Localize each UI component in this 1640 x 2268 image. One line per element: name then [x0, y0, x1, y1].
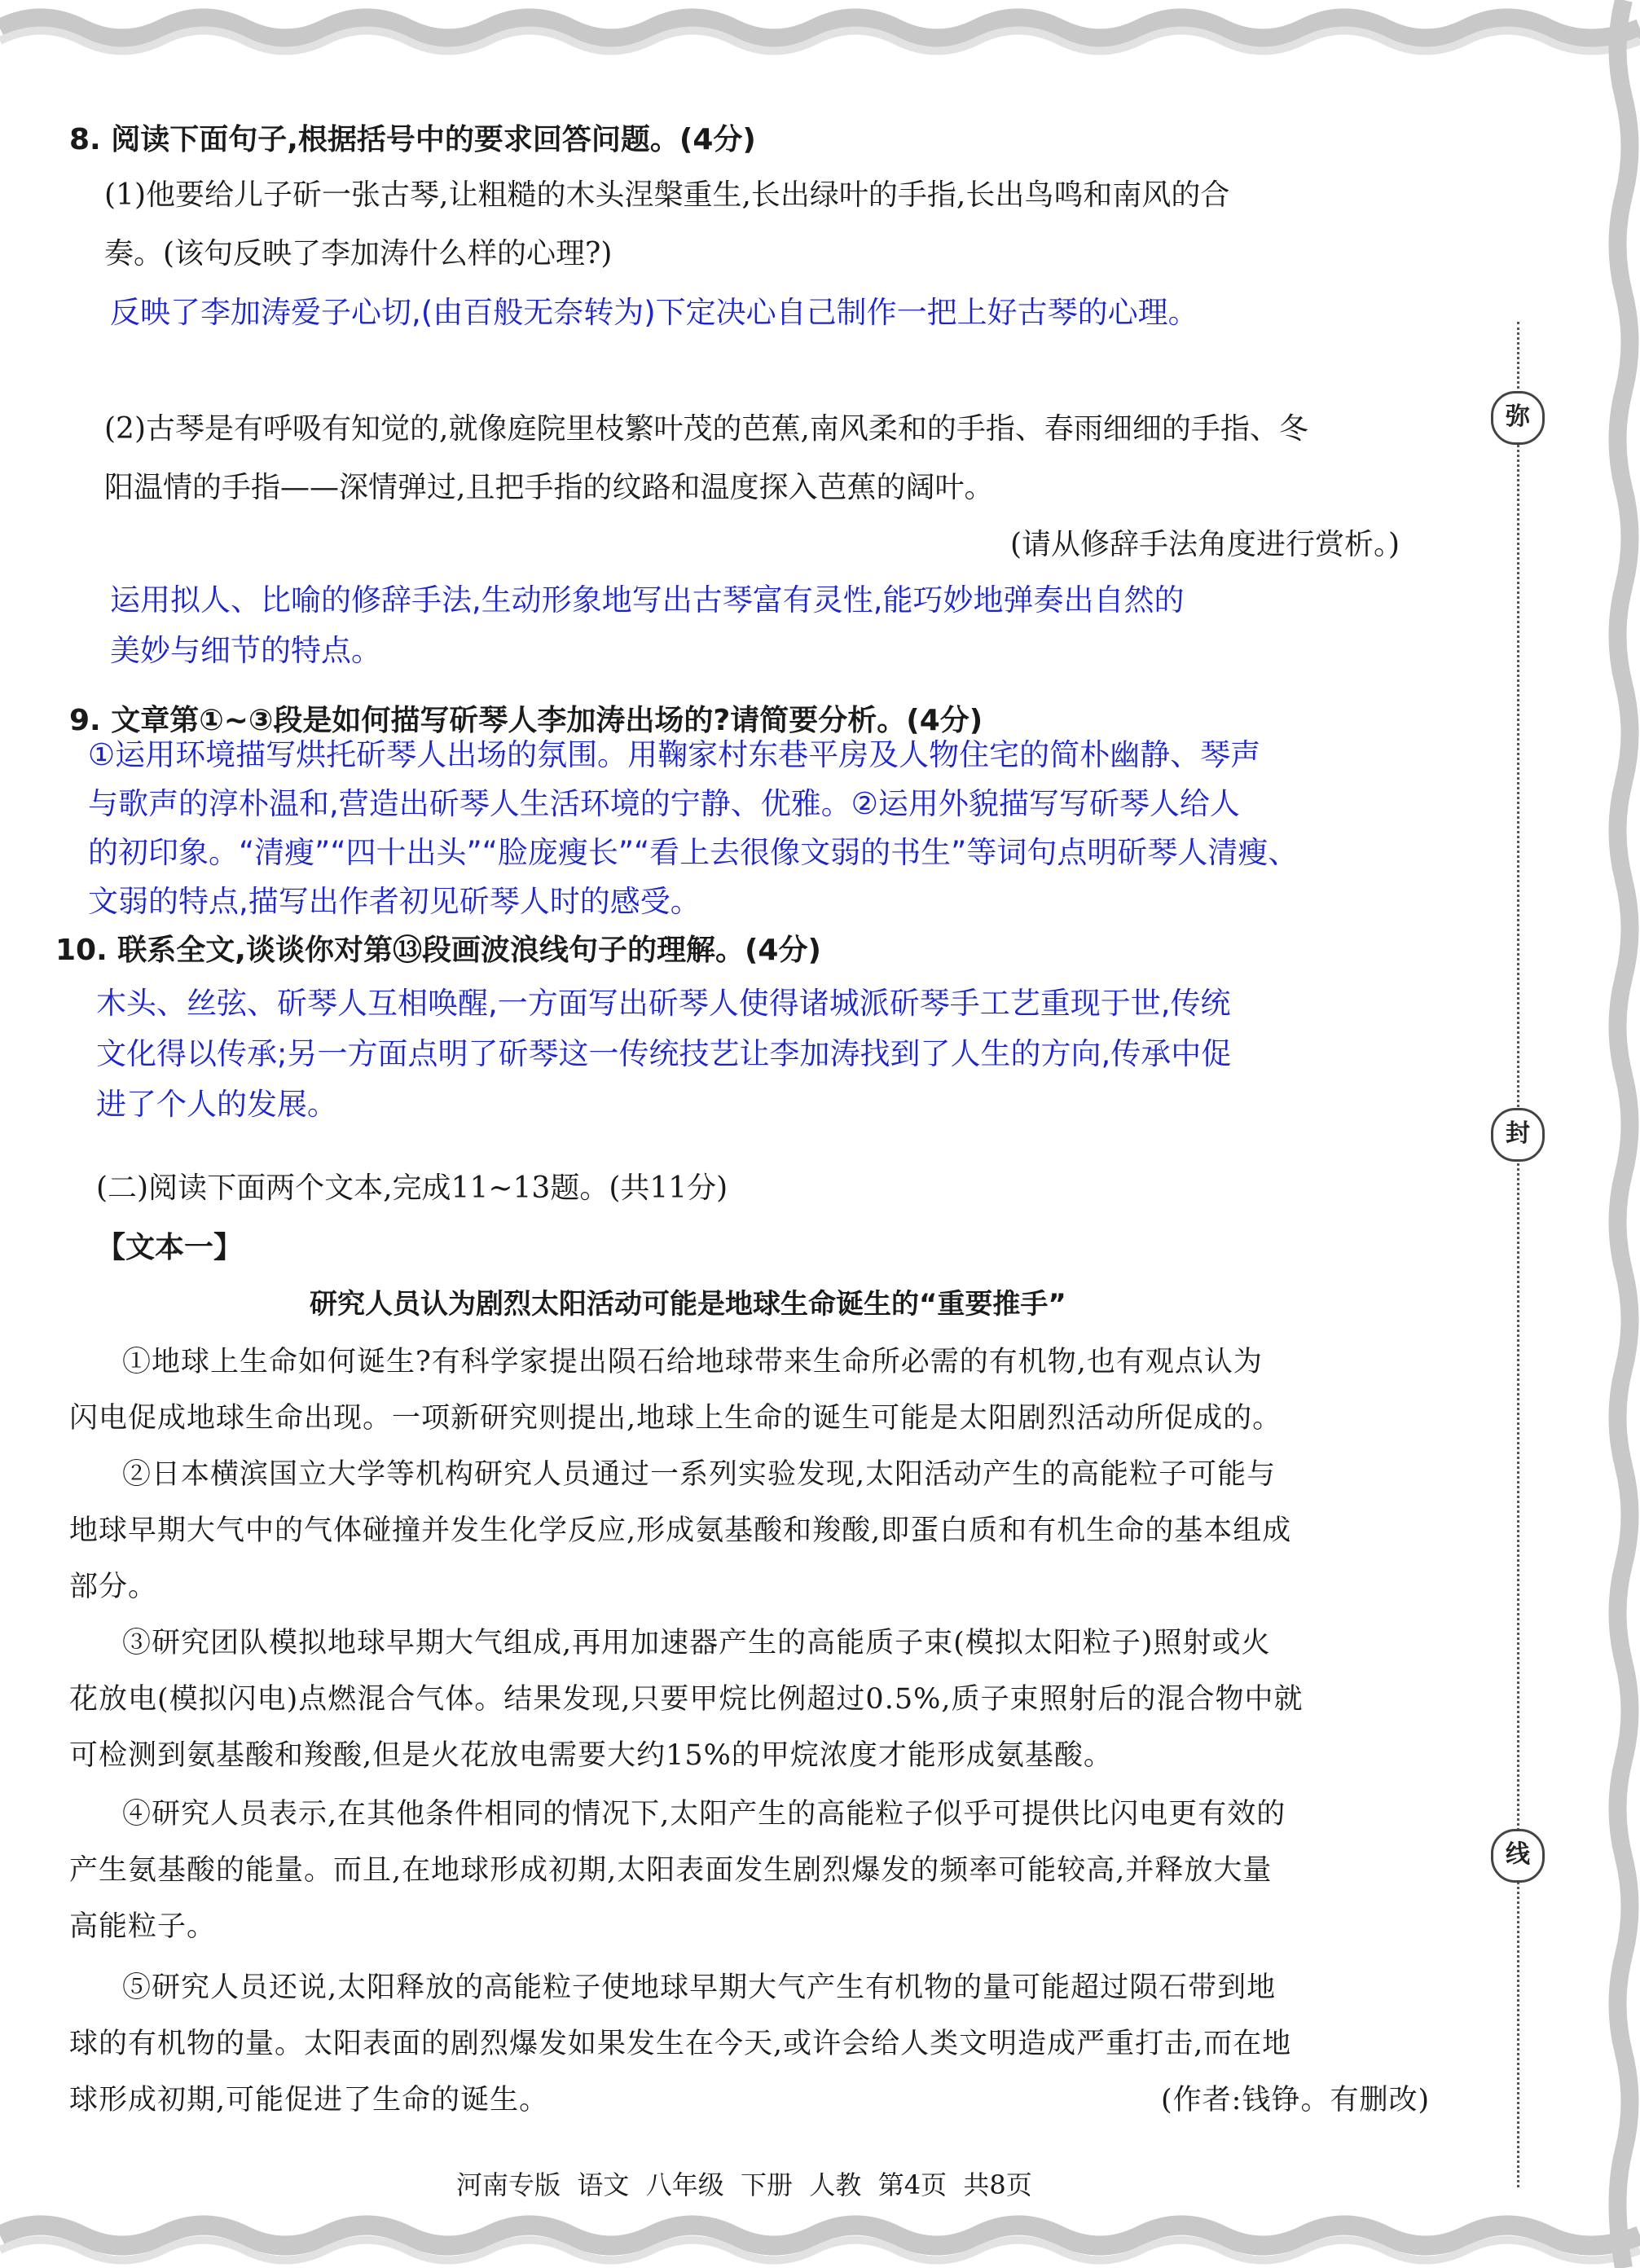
q8-p1-line1: (1)他要给儿子斫一张古琴,让粗糙的木头涅槃重生,长出绿叶的手指,长出鸟鸣和南风的合 — [104, 178, 1230, 212]
page-footer: 河南专版 语文 八年级 下册 人教 第4页 共8页 — [456, 2169, 1032, 2200]
article-title: 研究人员认为剧烈太阳活动可能是地球生命诞生的“重要推手” — [310, 1288, 1066, 1321]
side-mark-line: 线 — [1491, 1829, 1545, 1883]
q8-stem: 8. 阅读下面句子,根据括号中的要求回答问题。(4分) — [69, 123, 756, 156]
q9-answer-line1: ①运用环境描写烘托斫琴人出场的氛围。用鞠家村东巷平房及人物住宅的简朴幽静、琴声 — [88, 737, 1261, 772]
q8-p2-line1: (2)古琴是有呼吸有知觉的,就像庭院里枝繁叶茂的芭蕉,南风柔和的手指、春雨细细的手指、冬 — [104, 412, 1308, 446]
paragraph-4-line3: 高能粒子。 — [69, 1910, 217, 1943]
q8-p1-answer: 反映了李加涛爱子心切,(由百般无奈转为)下定决心自己制作一把上好古琴的心理。 — [110, 295, 1198, 330]
paragraph-4-line1: ④研究人员表示,在其他条件相同的情况下,太阳产生的高能粒子似乎可提供比闪电更有效的 — [122, 1798, 1286, 1831]
q8-p2-answer-line2: 美妙与细节的特点。 — [110, 633, 381, 668]
q8-p1-line2: 奏。(该句反映了李加涛什么样的心理?) — [104, 237, 613, 270]
side-mark-envelope: 封 — [1491, 1108, 1545, 1162]
paragraph-3-line3: 可检测到氨基酸和羧酸,但是火花放电需要大约15%的甲烷浓度才能形成氨基酸。 — [69, 1739, 1113, 1772]
q10-answer-line1: 木头、丝弦、斫琴人互相唤醒,一方面写出斫琴人使得诸城派斫琴手工艺重现于世,传统 — [96, 986, 1231, 1021]
paragraph-3-line2: 花放电(模拟闪电)点燃混合气体。结果发现,只要甲烷比例超过0.5%,质子束照射后的混合物中就 — [69, 1683, 1304, 1716]
article-author: (作者:钱铮。有删改) — [1161, 2084, 1431, 2116]
paragraph-2-line1: ②日本横滨国立大学等机构研究人员通过一系列实验发现,太阳活动产生的高能粒子可能与 — [122, 1458, 1277, 1491]
paragraph-1-line2: 闪电促成地球生命出现。一项新研究则提出,地球上生命的诞生可能是太阳剧烈活动所促成的。 — [69, 1402, 1282, 1435]
section2-heading: (二)阅读下面两个文本,完成11~13题。(共11分) — [96, 1171, 728, 1205]
text-one-label: 【文本一】 — [96, 1231, 244, 1264]
side-mark-seal: 弥 — [1491, 391, 1545, 445]
paragraph-4-line2: 产生氨基酸的能量。而且,在地球形成初期,太阳表面发生剧烈爆发的频率可能较高,并释放大量 — [69, 1854, 1273, 1887]
paragraph-2-line3: 部分。 — [69, 1571, 158, 1603]
paragraph-5-line3: 球形成初期,可能促进了生命的诞生。 — [69, 2084, 549, 2116]
q9-stem: 9. 文章第①~③段是如何描写斫琴人李加涛出场的?请简要分析。(4分) — [69, 704, 983, 737]
q8-p2-line3: (请从修辞手法角度进行赏析。) — [1010, 528, 1400, 561]
q9-answer-line2: 与歌声的淳朴温和,营造出斫琴人生活环境的宁静、优雅。②运用外貌描写写斫琴人给人 — [88, 786, 1240, 821]
paragraph-3-line1: ③研究团队模拟地球早期大气组成,再用加速器产生的高能质子束(模拟太阳粒子)照射或火 — [122, 1627, 1271, 1659]
q10-stem: 10. 联系全文,谈谈你对第⑬段画波浪线句子的理解。(4分) — [55, 934, 821, 967]
q9-answer-line4: 文弱的特点,描写出作者初见斫琴人时的感受。 — [88, 884, 701, 919]
q10-answer-line3: 进了个人的发展。 — [96, 1087, 337, 1122]
paragraph-1-line1: ①地球上生命如何诞生?有科学家提出陨石给地球带来生命所必需的有机物,也有观点认为 — [122, 1346, 1263, 1378]
q8-p2-answer-line1: 运用拟人、比喻的修辞手法,生动形象地写出古琴富有灵性,能巧妙地弹奏出自然的 — [110, 582, 1185, 618]
paragraph-5-line2: 球的有机物的量。太阳表面的剧烈爆发如果发生在今天,或许会给人类文明造成严重打击,而在地 — [69, 2028, 1292, 2060]
paragraph-2-line2: 地球早期大气中的气体碰撞并发生化学反应,形成氨基酸和羧酸,即蛋白质和有机生命的基本组成 — [69, 1514, 1292, 1547]
paragraph-5-line1: ⑤研究人员还说,太阳释放的高能粒子使地球早期大气产生有机物的量可能超过陨石带到地 — [122, 1971, 1277, 2004]
q8-p2-line2: 阳温情的手指——深情弹过,且把手指的纹路和温度探入芭蕉的阔叶。 — [104, 471, 994, 504]
q10-answer-line2: 文化得以传承;另一方面点明了斫琴这一传统技艺让李加涛找到了人生的方向,传承中促 — [96, 1036, 1232, 1071]
q9-answer-line3: 的初印象。“清瘦”“四十出头”“脸庞瘦长”“看上去很像文弱的书生”等词句点明斫琴人清瘦、 — [88, 835, 1299, 870]
